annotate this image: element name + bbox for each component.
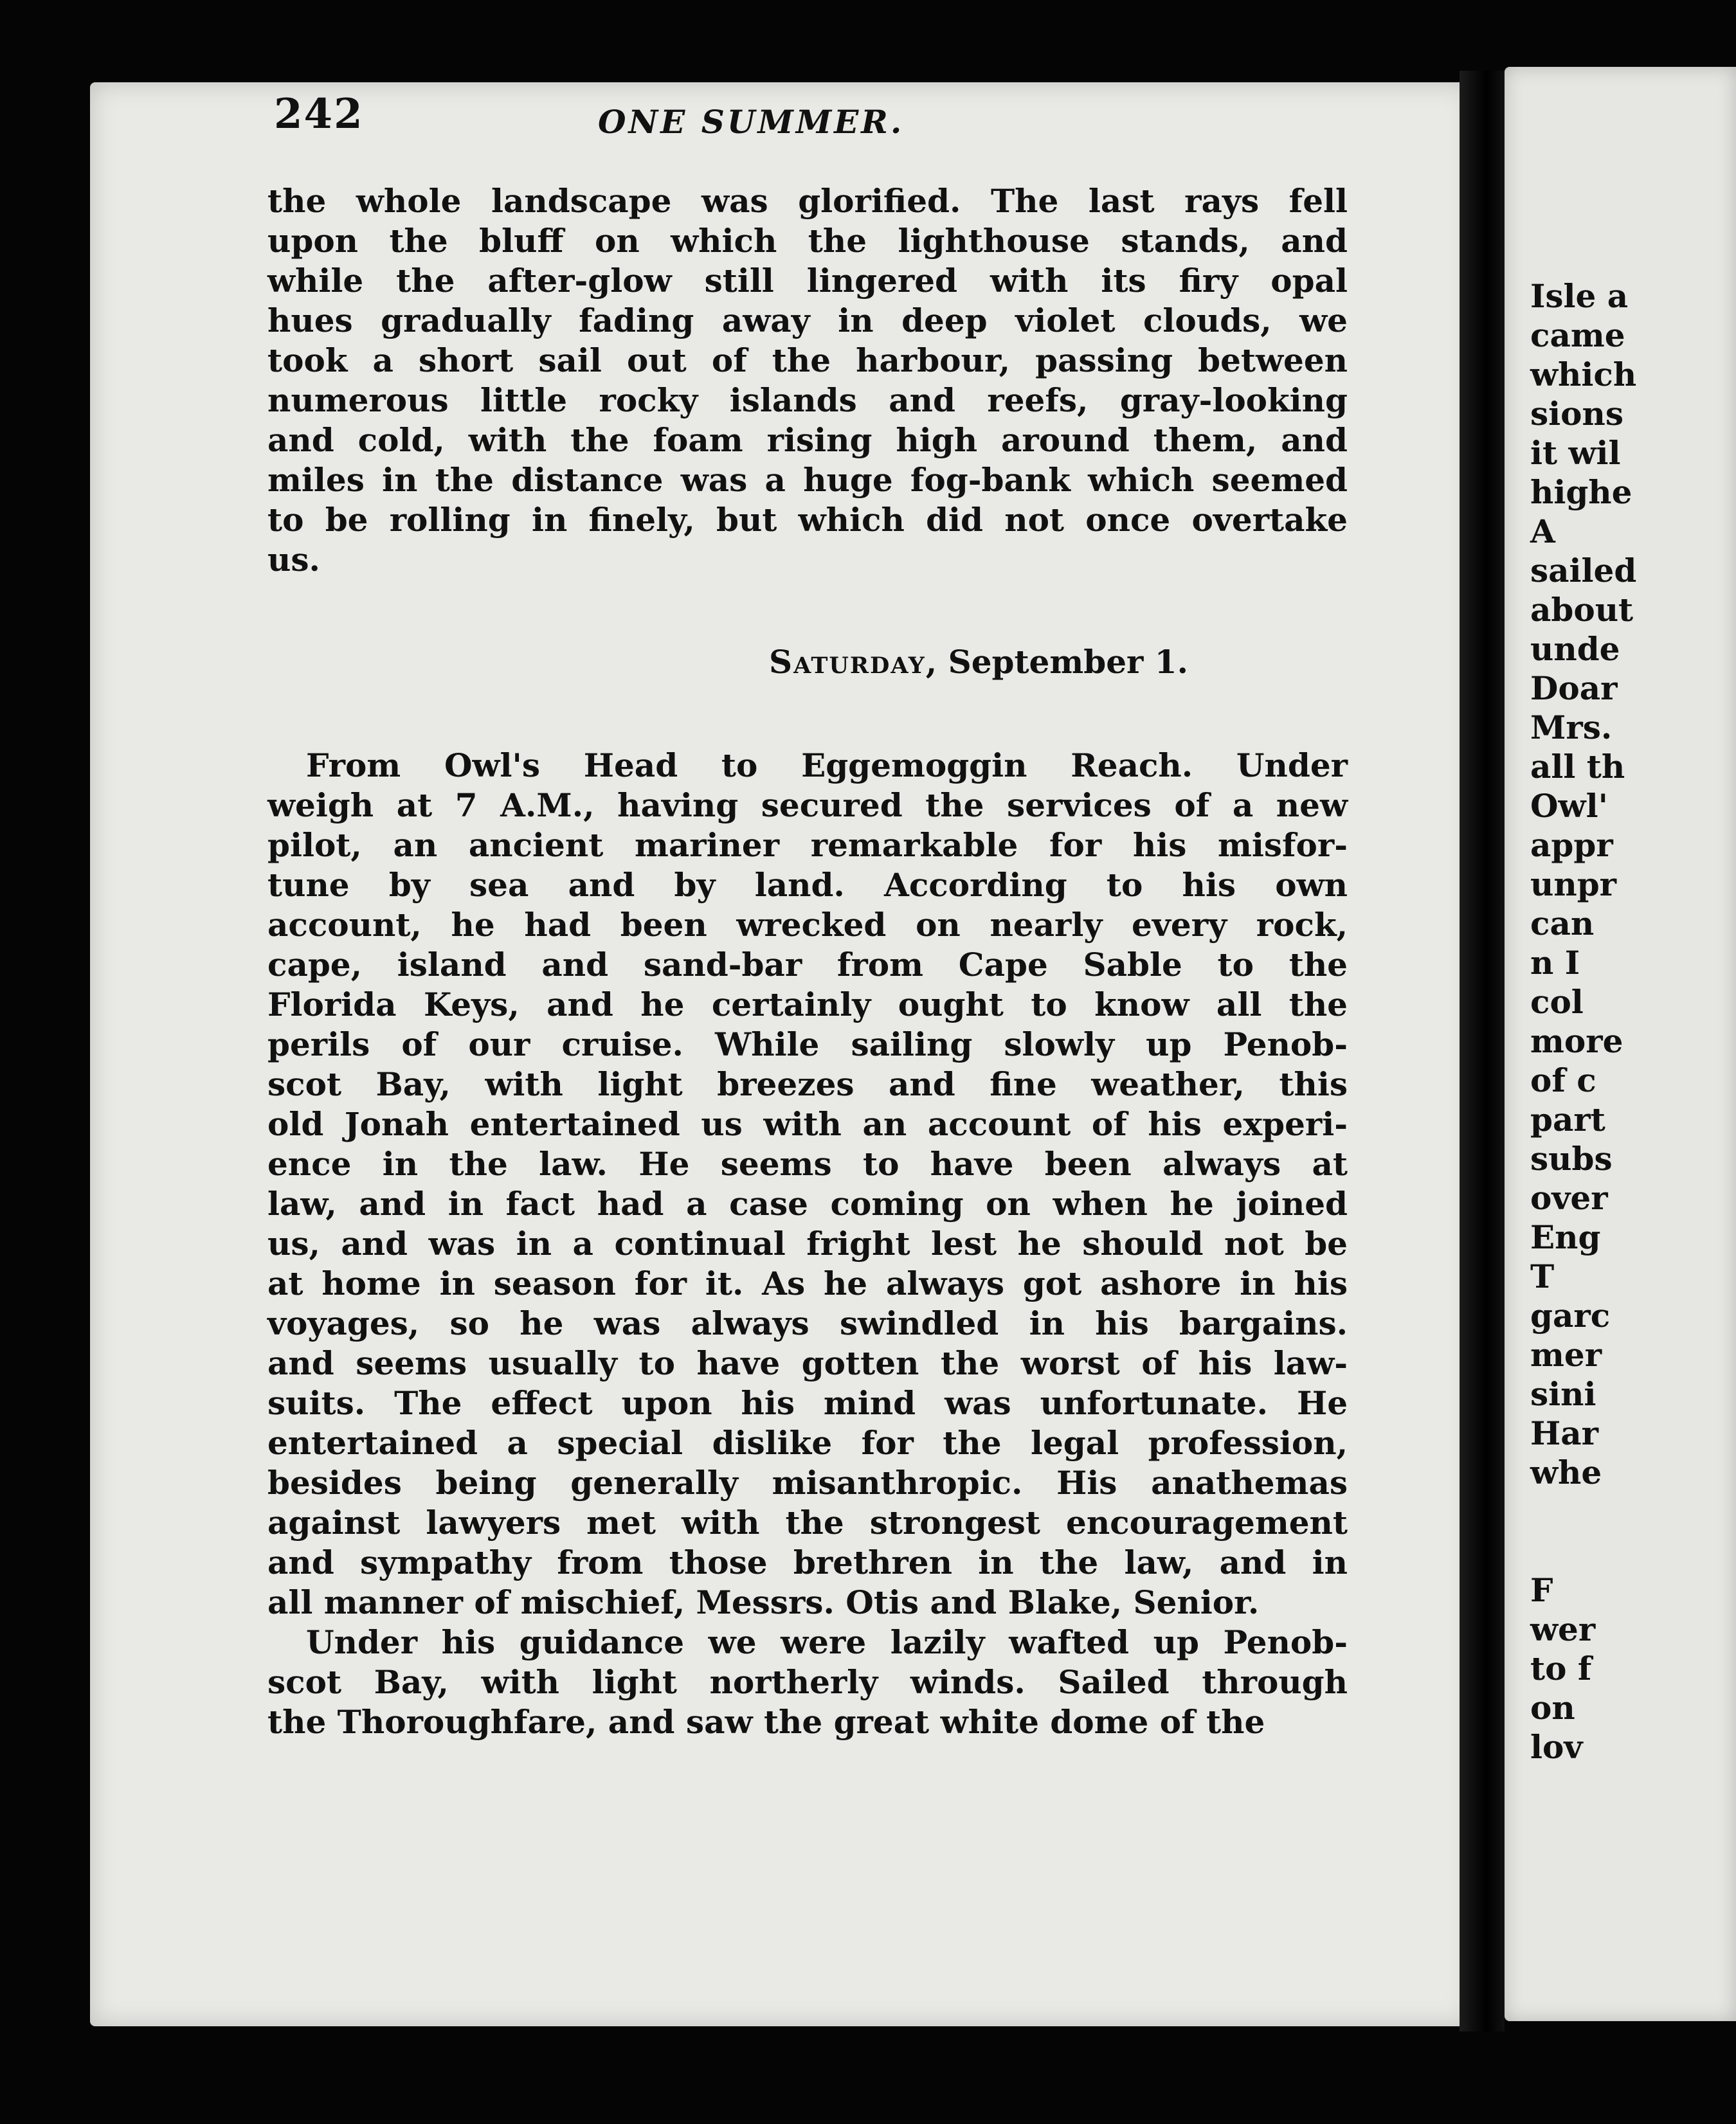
facing-page-line: Isle a [1530,277,1629,315]
text-line: against lawyers met with the strongest encouragement [267,1504,1348,1542]
facing-page-line: sini [1530,1375,1596,1413]
text-line: numerous little rocky islands and reefs, gray-looking [267,381,1348,419]
text-line: scot Bay, with light breezes and fine weather, this [267,1065,1348,1103]
text-line: us, and was in a continual fright lest he should not be [267,1225,1348,1263]
facing-page-line: of c [1530,1061,1596,1099]
text-line: at home in season for it. As he always got ashore in his [267,1264,1348,1302]
text-line: perils of our cruise. While sailing slowly up Penob- [267,1025,1348,1063]
facing-page-line: A [1530,512,1555,550]
running-head: ONE SUMMER. [598,103,905,141]
facing-page-line: Eng [1530,1218,1601,1256]
text-line: old Jonah entertained us with an account of his experi- [267,1105,1348,1143]
text-line: Florida Keys, and he certainly ought to know all the [267,986,1348,1023]
facing-page-line: sailed [1530,552,1637,590]
text-line: all manner of mischief, Messrs. Otis and Blake, Senior. [267,1583,1260,1621]
facing-page-line: about [1530,591,1634,629]
facing-page-line: all th [1530,748,1625,786]
facing-page-line: highe [1530,473,1632,511]
facing-page-line: n I [1530,944,1580,982]
facing-page-line: wer [1530,1610,1596,1648]
facing-page-line: came [1530,316,1625,354]
facing-page-line: F [1530,1571,1553,1609]
text-line: ence in the law. He seems to have been always at [267,1145,1348,1183]
text-line: account, he had been wrecked on nearly every rock, [267,906,1348,944]
facing-page-line: unde [1530,630,1620,668]
text-line: besides being generally misanthropic. His anathemas [267,1464,1348,1502]
text-line: miles in the distance was a huge fog-bank which seemed [267,461,1348,499]
facing-page-line: over [1530,1179,1608,1217]
facing-page-line: sions [1530,395,1623,433]
text-line: the whole landscape was glorified. The last rays fell [267,182,1348,220]
facing-page-line: Mrs. [1530,708,1613,746]
facing-page-text [1530,276,1736,1767]
text-line: and cold, with the foam rising high around them, and [267,421,1348,459]
text-line: and seems usually to have gotten the worst of his law- [267,1344,1348,1382]
text-line: tune by sea and by land. According to his own [267,866,1348,904]
facing-page-line: subs [1530,1140,1613,1178]
text-line: law, and in fact had a case coming on when he joined [267,1185,1348,1223]
facing-page-line: more [1530,1022,1623,1060]
text-line: pilot, an ancient mariner remarkable for his misfor- [267,826,1348,864]
section-heading [769,643,1188,681]
facing-page-line: on [1530,1689,1575,1727]
facing-page-line: to f [1530,1650,1592,1688]
text-line: while the after-glow still lingered with its firy opal [267,262,1348,300]
text-line: suits. The effect upon his mind was unfortunate. He [267,1384,1348,1422]
section-heading-date: , September 1. [925,643,1188,681]
text-line: hues gradually fading away in deep violet clouds, we [267,302,1348,339]
paragraph-1 [267,181,1348,580]
text-line: cape, island and sand-bar from Cape Sable to the [267,946,1348,984]
facing-page-spacer [1530,1492,1736,1571]
facing-page-line: T [1530,1257,1555,1295]
text-line: the Thoroughfare, and saw the great white dome of the [267,1703,1265,1741]
facing-page-line: unpr [1530,865,1617,903]
facing-page-line: which [1530,356,1637,393]
facing-page-line: it wil [1530,434,1621,472]
text-line: took a short sail out of the harbour, passing between [267,341,1348,379]
text-line: Under his guidance we were lazily wafted up Penob- [306,1623,1348,1661]
facing-page-line: garc [1530,1297,1611,1335]
facing-page-line: part [1530,1101,1605,1138]
text-line: From Owl's Head to Eggemoggin Reach. Under [306,746,1348,784]
text-line: scot Bay, with light northerly winds. Sailed through [267,1663,1348,1701]
text-line: voyages, so he was always swindled in his bargains. [267,1304,1348,1342]
text-line: to be rolling in finely, but which did not once overtake [267,501,1348,539]
text-line: and sympathy from those brethren in the law, and in [267,1544,1348,1581]
facing-page-line: appr [1530,826,1613,864]
facing-page-line: mer [1530,1336,1602,1374]
facing-page-line: Doar [1530,669,1618,707]
facing-page-line: Har [1530,1414,1598,1452]
facing-page-line: can [1530,905,1595,942]
facing-page-line: whe [1530,1454,1602,1491]
book-gutter [1460,71,1505,2031]
text-line: entertained a special dislike for the legal profession, [267,1424,1348,1462]
text-line: weigh at 7 A.M., having secured the services of a new [267,786,1348,824]
text-line: us. [267,541,320,579]
section-heading-day: Saturday [769,643,926,681]
paragraph-2 [267,746,1348,1623]
facing-page-line: lov [1530,1728,1583,1766]
paragraph-3 [267,1623,1348,1742]
text-line: upon the bluff on which the lighthouse stands, and [267,222,1348,260]
page-number: 242 [274,90,364,138]
facing-page-line: Owl' [1530,787,1608,825]
facing-page-line: col [1530,983,1584,1021]
